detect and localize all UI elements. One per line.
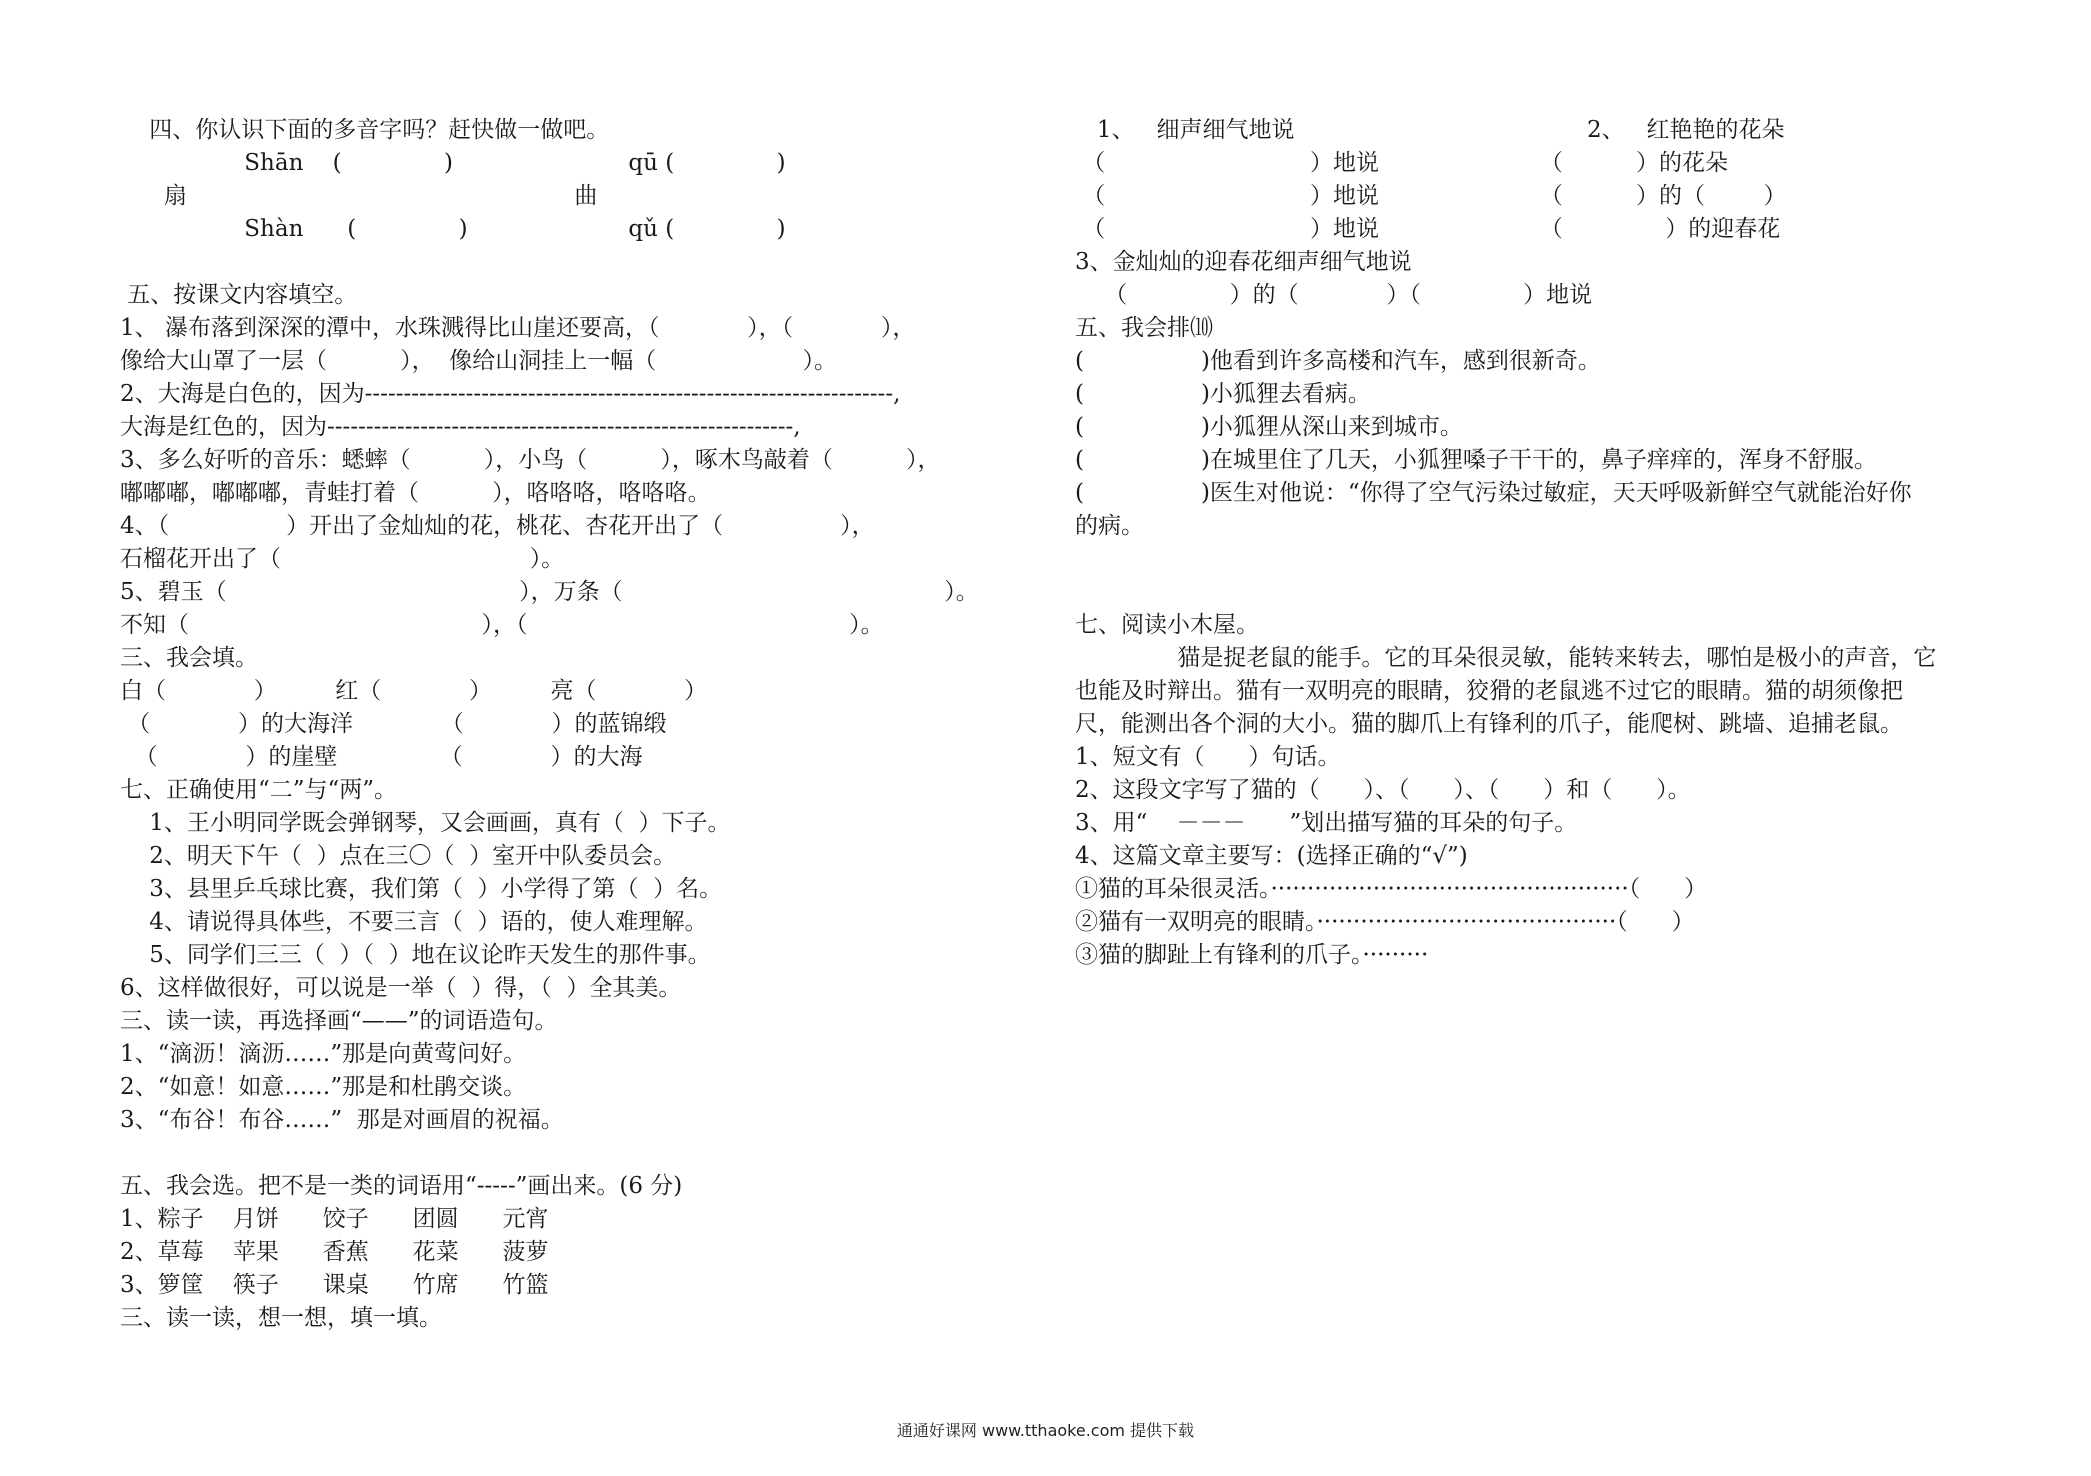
right-column-line: 七、阅读小木屋。 (1075, 612, 1259, 638)
left-column-line: 5、碧玉（ ），万条（ ）。 (120, 579, 979, 605)
right-column-line: ( )小狐狸去看病。 (1075, 381, 1371, 407)
right-column-line: 4、这篇文章主要写：(选择正确的“√”) (1075, 843, 1468, 869)
left-column-line: 大海是红色的，因为------------------------------------------------------------, (120, 414, 801, 440)
right-column-line: 3、金灿灿的迎春花细声细气地说 (1075, 249, 1412, 275)
right-column-line: 1、短文有（ ）句话。 (1075, 744, 1341, 770)
left-column-line: 扇 曲 (120, 183, 598, 209)
left-column-line: 4、（ ）开出了金灿灿的花，桃花、杏花开出了（ ）， (120, 513, 875, 539)
left-column-line: 2、大海是白色的，因为--------------------------------------------------------------------, (120, 381, 901, 407)
left-column-line: 五、按课文内容填空。 (120, 282, 358, 308)
right-column-line: ( )医生对他说：“你得了空气污染过敏症，天天呼吸新鲜空气就能治好你 (1075, 480, 1912, 506)
left-column-line: 1、王小明同学既会弹钢琴，又会画画，真有（ ）下子。 (120, 810, 731, 836)
left-column-line: 2、草莓 苹果 香蕉 花菜 菠萝 (120, 1239, 549, 1265)
footer-credit: 通通好课网 www.tthaoke.com 提供下载 (896, 1421, 1195, 1440)
left-column-line: 2、“如意！如意……”那是和杜鹃交谈。 (120, 1074, 527, 1100)
left-column-line: 6、这样做很好，可以说是一举（ ）得，（ ）全其美。 (120, 975, 682, 1001)
right-column-line: ②猫有一双明亮的眼睛。·········································（ ） (1075, 909, 1695, 935)
left-column-line: 3、箩筐 筷子 课桌 竹席 竹篮 (120, 1272, 549, 1298)
right-column-line: 2、这段文字写了猫的（ ）、（ ）、（ ）和（ ）。 (1075, 777, 1691, 803)
left-column-line: 5、同学们三三（ ）（ ）地在议论昨天发生的那件事。 (120, 942, 711, 968)
right-column-line: （ ）地说 （ ）的迎春花 (1075, 216, 1781, 242)
right-column-line: 猫是捉老鼠的能手。它的耳朵很灵敏，能转来转去，哪怕是极小的声音，它 (1075, 645, 1937, 671)
left-column-line: 石榴花开出了（ ）。 (120, 546, 565, 572)
left-column-line: 七、正确使用“二”与“两”。 (120, 777, 398, 803)
left-column-line: 3、县里乒乓球比赛，我们第（ ）小学得了第（ ）名。 (120, 876, 723, 902)
left-column-line: Shàn ( ) qǔ ( ) (120, 216, 786, 242)
right-column-line: ①猫的耳朵很灵活。·················································（ ） (1075, 876, 1708, 902)
left-column-line: （ ）的大海洋 （ ）的蓝锦缎 (120, 711, 667, 737)
left-column-line: 3、“布谷！布谷……” 那是对画眉的祝福。 (120, 1107, 564, 1133)
left-column-line: 白（ ） 红（ ） 亮（ ） (120, 678, 708, 704)
right-column-line: 3、用“ －－－ ”划出描写猫的耳朵的句子。 (1075, 810, 1578, 836)
right-column-line: 的病。 (1075, 513, 1144, 539)
left-column-line: 五、我会选。把不是一类的词语用“-----”画出来。(6 分) (120, 1173, 683, 1199)
left-column-line: 1、 瀑布落到深深的潭中，水珠溅得比山崖还要高，（ ），（ ）， (120, 315, 916, 341)
left-column-line: 3、多么好听的音乐：蟋蟀（ ），小鸟（ ），啄木鸟敲着（ ）， (120, 447, 941, 473)
left-column-line: 四、你认识下面的多音字吗？赶快做一做吧。 (120, 117, 610, 143)
right-column-line: 也能及时辩出。猫有一双明亮的眼睛，狡猾的老鼠逃不过它的眼睛。猫的胡须像把 (1075, 678, 1903, 704)
right-column-line: 五、我会排⑽ (1075, 315, 1213, 341)
right-column-line: 尺，能测出各个洞的大小。猫的脚爪上有锋利的爪子，能爬树、跳墙、追捕老鼠。 (1075, 711, 1903, 737)
right-column-line: ( )他看到许多高楼和汽车，感到很新奇。 (1075, 348, 1601, 374)
left-column-line: 嘟嘟嘟，嘟嘟嘟，青蛙打着（ ），咯咯咯，咯咯咯。 (120, 480, 711, 506)
right-column-line: （ ）地说 （ ）的花朵 (1075, 150, 1728, 176)
right-column-line: （ ）的（ ）（ ）地说 (1075, 282, 1593, 308)
right-column-line: ( )在城里住了几天，小狐狸嗓子干干的，鼻子痒痒的，浑身不舒服。 (1075, 447, 1877, 473)
left-column-line: 4、请说得具体些，不要三言（ ）语的，使人难理解。 (120, 909, 708, 935)
left-column-line: 1、粽子 月饼 饺子 团圆 元宵 (120, 1206, 549, 1232)
left-column-line: Shān ( ) qū ( ) (120, 150, 786, 176)
right-column-line: 1、 细声细气地说 2、 红艳艳的花朵 (1075, 117, 1785, 143)
left-column-line: 不知（ ），（ ）。 (120, 612, 884, 638)
left-column-line: 2、明天下午（ ）点在三〇（ ）室开中队委员会。 (120, 843, 677, 869)
right-column-line: ③猫的脚趾上有锋利的爪子。········· (1075, 942, 1429, 968)
left-column-line: 三、读一读，想一想，填一填。 (120, 1305, 442, 1331)
left-column-line: 1、“滴沥！滴沥……”那是向黄莺问好。 (120, 1041, 527, 1067)
right-column-line: ( )小狐狸从深山来到城市。 (1075, 414, 1463, 440)
left-column-line: 三、我会填。 (120, 645, 258, 671)
left-column-line: 三、读一读，再选择画“——”的词语造句。 (120, 1008, 558, 1034)
left-column-line: （ ）的崖壁 （ ）的大海 (120, 744, 643, 770)
right-column-line: （ ）地说 （ ）的（ ） (1075, 183, 1787, 209)
left-column-line: 像给大山罩了一层（ ）， 像给山洞挂上一幅（ ）。 (120, 348, 837, 374)
